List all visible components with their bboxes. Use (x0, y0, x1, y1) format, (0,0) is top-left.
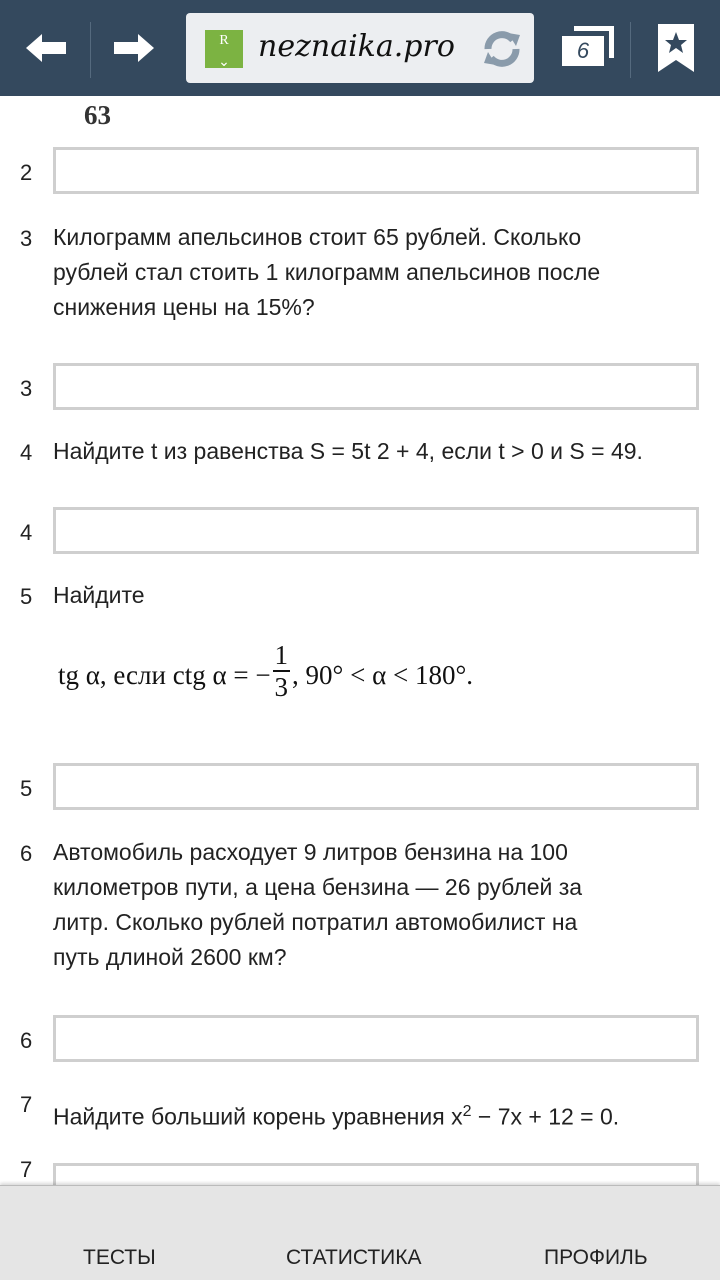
answer-input-5[interactable] (53, 763, 699, 810)
superscript: 2 (462, 1103, 472, 1120)
text-line: Килограмм апельсинов стоит 65 рублей. Сколько (53, 224, 582, 250)
text-line: километров пути, а цена бензина — 26 рублей за (53, 874, 583, 900)
field-label: 6 (20, 1028, 33, 1053)
divider (90, 22, 91, 78)
question-5-text: Найдите (53, 582, 145, 608)
bottom-navigation (0, 1185, 720, 1280)
tabs-button[interactable] (562, 26, 614, 68)
nav-statistics[interactable]: СТАТИСТИКА (286, 1246, 422, 1269)
question-number: 6 (20, 841, 33, 866)
field-label: 4 (20, 520, 33, 545)
text-line: путь длиной 2600 км? (53, 944, 287, 970)
nav-tests[interactable]: ТЕСТЫ (83, 1246, 156, 1269)
field-label: 7 (20, 1157, 33, 1182)
question-7-text (53, 1094, 708, 1135)
question-number: 7 (20, 1092, 33, 1117)
text-line: литр. Сколько рублей потратил автомобилист на (53, 909, 578, 935)
url-text: neznaika.pro (258, 29, 455, 64)
field-label: 5 (20, 776, 33, 801)
answer-input-3[interactable] (53, 363, 699, 410)
browser-toolbar (0, 0, 720, 96)
question-number: 4 (20, 440, 33, 465)
question-number: 3 (20, 226, 33, 251)
back-arrow-icon[interactable] (24, 32, 68, 64)
text-line: рублей стал стоить 1 килограмм апельсинов после (53, 259, 601, 285)
question-number: 5 (20, 584, 33, 609)
nav-profile[interactable]: ПРОФИЛЬ (544, 1246, 648, 1269)
question-6-text (53, 835, 708, 975)
refresh-icon[interactable] (480, 27, 524, 71)
field-label: 3 (20, 376, 33, 401)
tab-count: 6 (562, 36, 604, 66)
answer-input-4[interactable] (53, 507, 699, 554)
forward-arrow-icon[interactable] (112, 32, 156, 64)
text-line: снижения цены на 15%? (53, 294, 315, 320)
text-line: Автомобиль расходует 9 литров бензина на 100 (53, 839, 568, 865)
question-3-text (53, 220, 708, 325)
fraction-numerator: 1 (274, 640, 289, 670)
fraction-denominator: 3 (274, 672, 289, 702)
question-5-formula (58, 640, 473, 702)
question-4-text: Найдите t из равенства S = 5t 2 + 4, если t > 0 и S = 49. (53, 438, 643, 464)
bookmark-star-icon[interactable] (658, 24, 694, 72)
site-logo-icon: R ⌄ (205, 30, 243, 68)
text-part: − 7x + 12 = 0. (471, 1103, 620, 1130)
answer-input-2[interactable] (53, 147, 699, 194)
answer-input-6[interactable] (53, 1015, 699, 1062)
formula-part: , 90° < α < 180°. (292, 660, 473, 690)
url-bar[interactable] (186, 13, 534, 83)
text-part: Найдите больший корень уравнения x (53, 1103, 463, 1130)
formula-part: tg α, если ctg α = − (58, 660, 271, 690)
field-label: 2 (20, 160, 33, 185)
previous-formula-fragment: 63 (84, 100, 111, 130)
divider (630, 22, 631, 78)
